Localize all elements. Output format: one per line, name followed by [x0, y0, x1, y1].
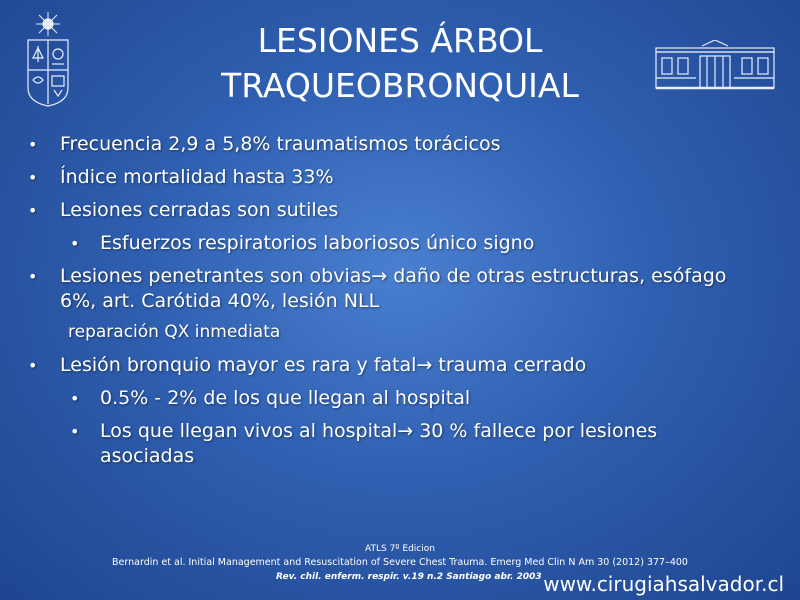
title-line-1: LESIONES ÁRBOL	[257, 21, 543, 60]
list-item: • Lesiones penetrantes son obvias→ daño de otras estructuras, esófago 6%, art. Carótida 40%, lesión NLL	[28, 265, 727, 312]
footer-reference-atls: ATLS 7º Edicion	[365, 544, 435, 554]
bullet-icon: •	[28, 135, 38, 154]
list-item: • Índice mortalidad hasta 33%	[28, 166, 334, 188]
title-line-2: TRAQUEOBRONQUIAL	[221, 66, 579, 105]
footer-reference-rev-chil: Rev. chil. enferm. respir. v.19 n.2 Santiago abr. 2003	[276, 572, 542, 582]
list-item: • Lesión bronquio mayor es rara y fatal→ trauma cerrado	[28, 354, 587, 376]
list-item: • Esfuerzos respiratorios laboriosos único signo	[70, 232, 535, 254]
bullet-icon: •	[28, 267, 38, 286]
bullet-icon: •	[70, 422, 80, 441]
bullet-list	[0, 132, 800, 469]
list-item: reparación QX inmediata	[68, 322, 281, 342]
list-item: • 0.5% - 2% de los que llegan al hospital	[70, 387, 471, 409]
list-item: • Lesiones cerradas son sutiles	[28, 199, 339, 221]
website-url: www.cirugiahsalvador.cl	[543, 572, 784, 596]
slide-title	[120, 18, 680, 108]
university-crest-icon	[22, 10, 74, 108]
bullet-icon: •	[70, 234, 80, 253]
list-item: • Frecuencia 2,9 a 5,8% traumatismos torácicos	[28, 133, 501, 155]
list-item: • Los que llegan vivos al hospital→ 30 % fallece por lesiones asociadas	[70, 420, 658, 467]
bullet-icon: •	[70, 389, 80, 408]
bullet-icon: •	[28, 201, 38, 220]
bullet-icon: •	[28, 356, 38, 375]
footer-reference-bernardin: Bernardin et al. Initial Management and Resuscitation of Severe Chest Trauma. Emerg Med Clin N Am 30 (2012) 377–400	[112, 557, 688, 568]
bullet-icon: •	[28, 168, 38, 187]
